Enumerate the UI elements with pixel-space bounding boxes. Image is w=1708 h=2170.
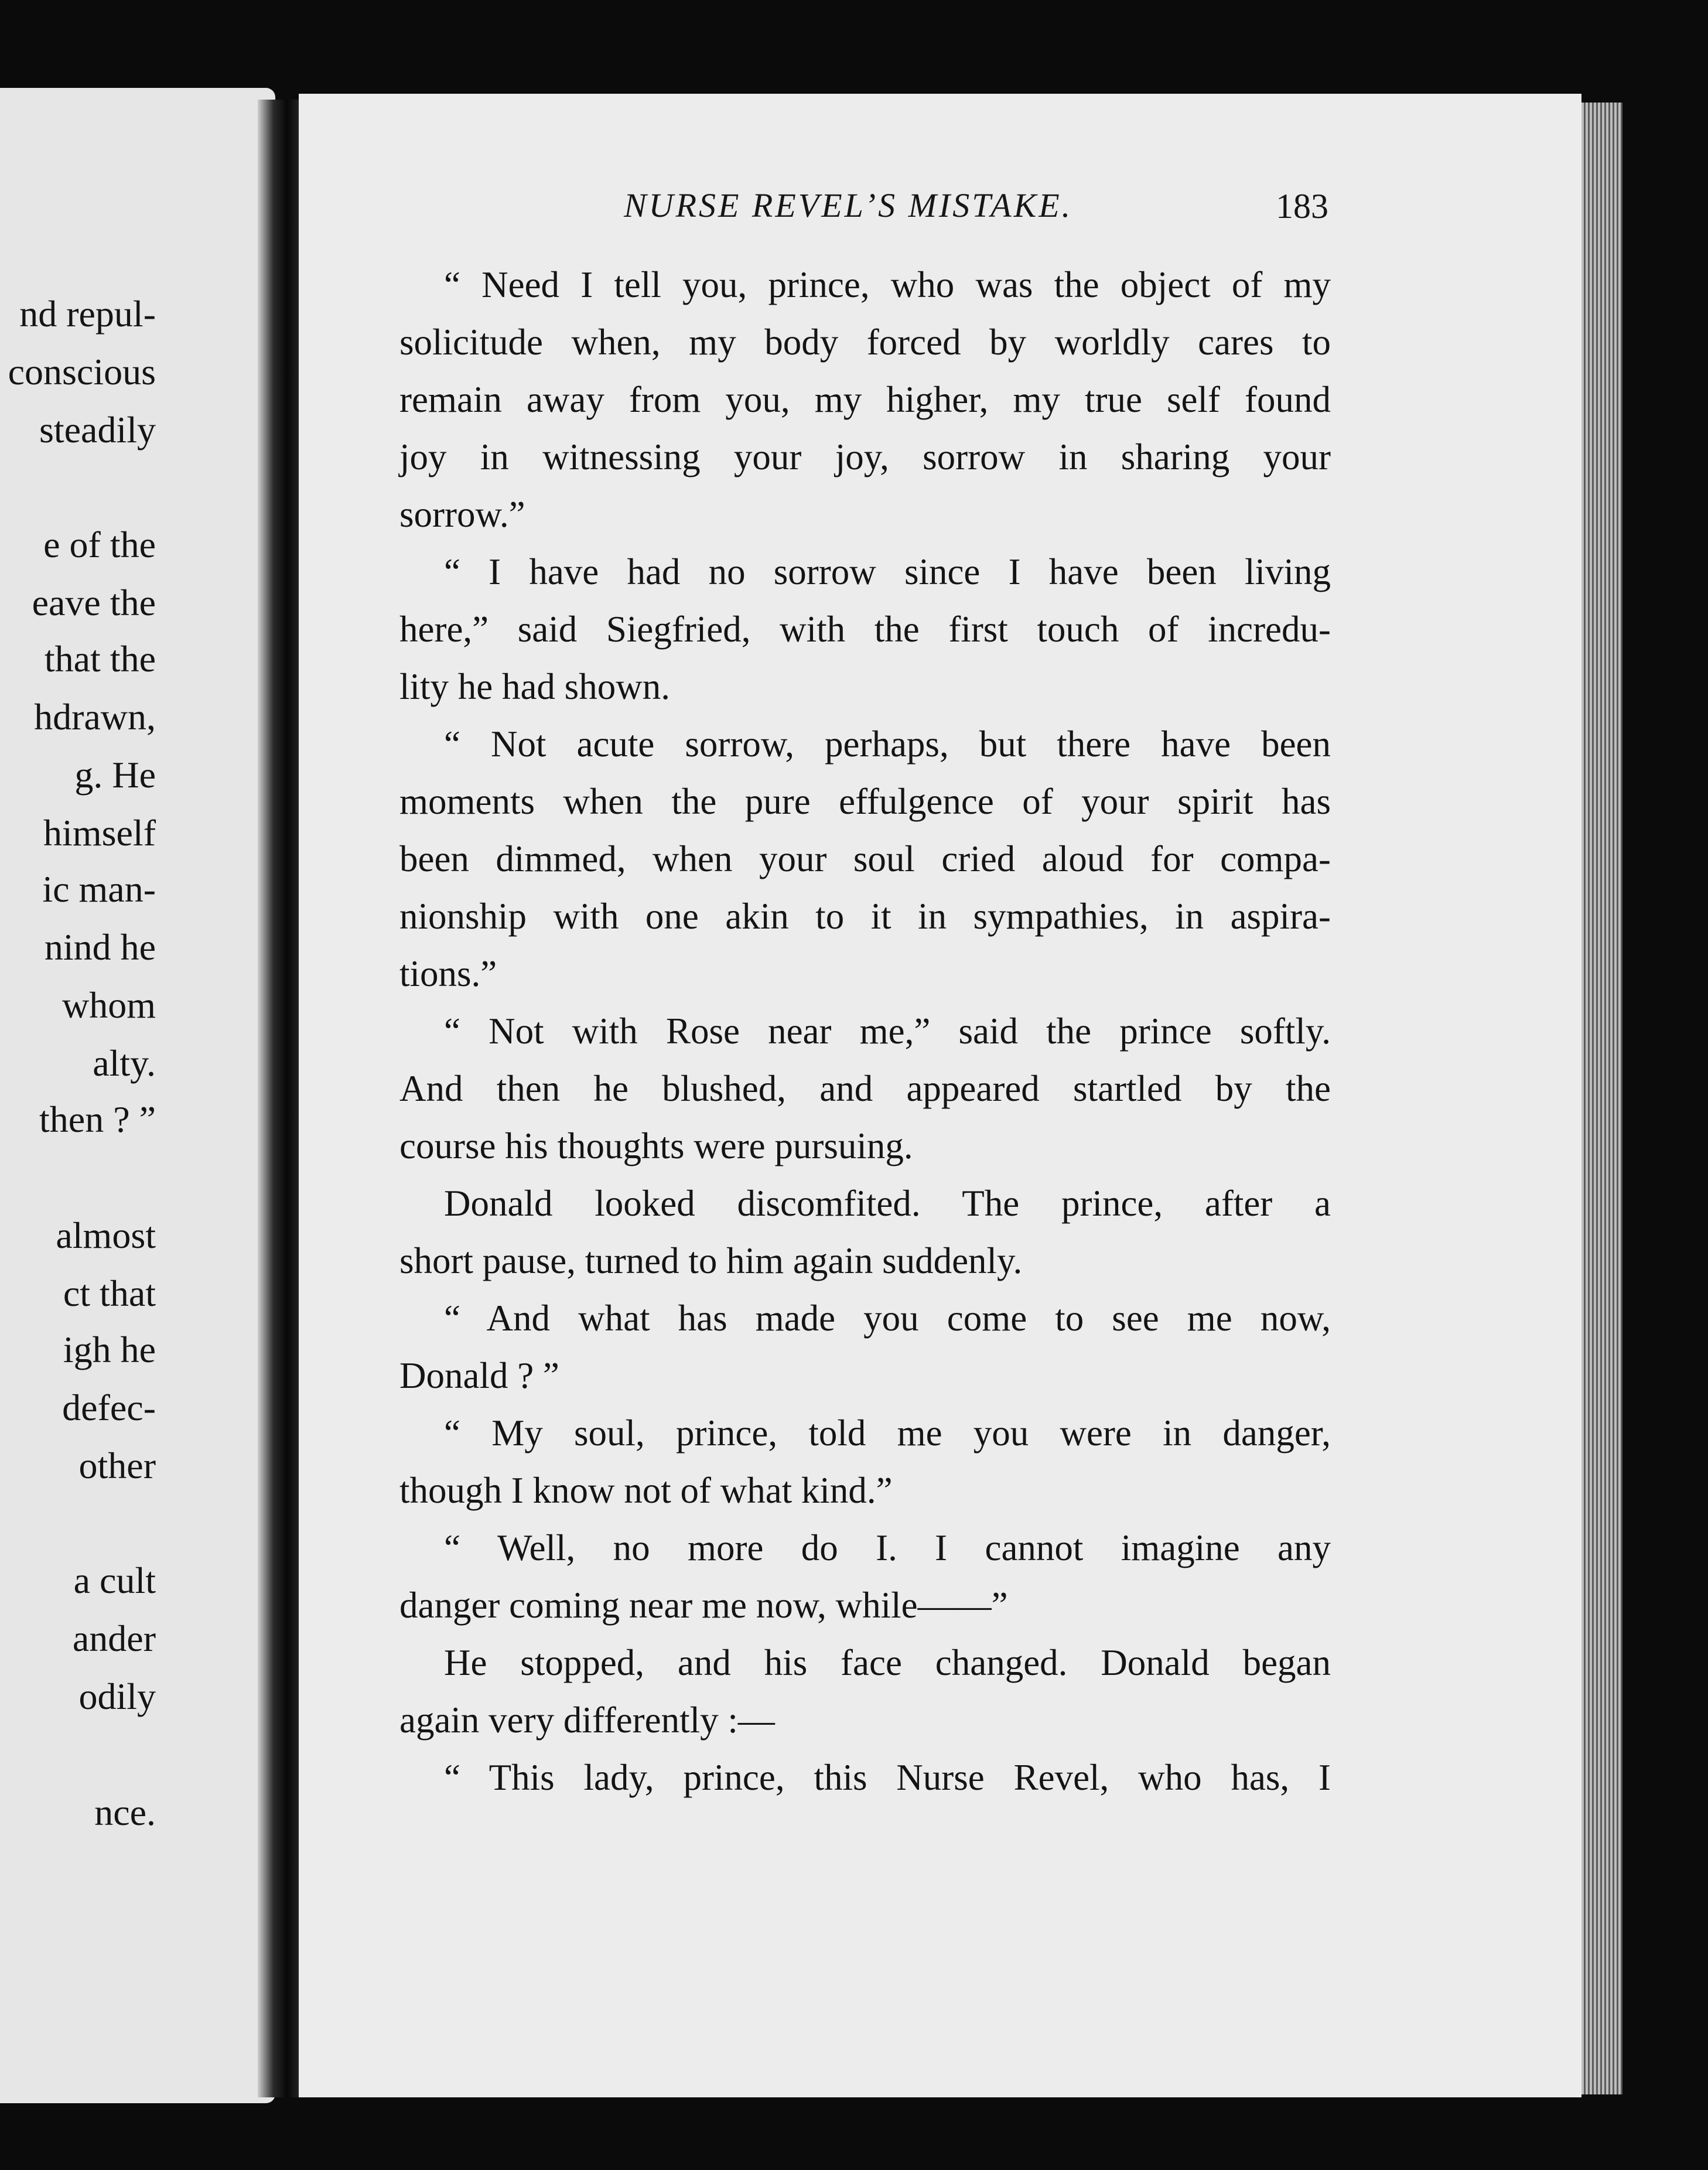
page-number: 183 <box>1276 187 1328 226</box>
text-line: again very differently :— <box>399 1700 775 1741</box>
left-page-line: nce. <box>94 1792 156 1833</box>
text-line: course his thoughts were pursuing. <box>399 1125 913 1166</box>
text-line: “ This lady, prince, this Nurse Revel, who has, I <box>444 1757 1331 1798</box>
text-line: here,” said Siegfried, with the first touch of incredu- <box>399 609 1331 650</box>
text-line: been dimmed, when your soul cried aloud for compa- <box>399 838 1331 879</box>
text-line: Donald ? ” <box>399 1355 559 1396</box>
text-line: solicitude when, my body forced by worldly cares to <box>399 322 1331 363</box>
page-edge <box>1581 103 1622 2094</box>
text-line: And then he blushed, and appeared startled by the <box>399 1068 1331 1109</box>
left-page-line: e of the <box>43 524 156 565</box>
left-page-line: that the <box>44 638 156 680</box>
left-page-line: odily <box>78 1676 156 1717</box>
left-page-line: defec- <box>62 1387 156 1428</box>
left-page-line: hdrawn, <box>34 696 156 738</box>
left-page-line: steadily <box>39 409 156 451</box>
text-line: “ Not with Rose near me,” said the prince softly. <box>444 1011 1331 1052</box>
left-page-line: ander <box>72 1618 156 1659</box>
text-line: nionship with one akin to it in sympathies, in aspira- <box>399 896 1331 937</box>
left-page-line: g. He <box>74 754 156 796</box>
text-line: tions.” <box>399 953 497 994</box>
left-page-line: then ? ” <box>39 1098 156 1140</box>
left-page-line: ct that <box>63 1272 156 1314</box>
text-line: remain away from you, my higher, my true self found <box>399 379 1331 420</box>
text-line: “ My soul, prince, told me you were in danger, <box>444 1412 1331 1454</box>
left-page-line: ic man- <box>42 868 156 910</box>
left-page-line: igh he <box>63 1329 156 1370</box>
left-page-line: conscious <box>8 351 156 393</box>
text-line: though I know not of what kind.” <box>399 1470 893 1511</box>
left-page-line: himself <box>43 812 156 854</box>
text-line: short pause, turned to him again suddenly. <box>399 1240 1023 1281</box>
text-line: danger coming near me now, while——” <box>399 1585 1008 1626</box>
text-line: “ And what has made you come to see me now, <box>444 1298 1331 1339</box>
text-line: moments when the pure effulgence of your spirit has <box>399 781 1331 822</box>
left-page-line: almost <box>56 1214 156 1256</box>
left-page-line: other <box>78 1445 156 1486</box>
text-line: joy in witnessing your joy, sorrow in sharing your <box>399 436 1331 477</box>
text-line: He stopped, and his face changed. Donald began <box>444 1642 1331 1683</box>
left-page-line: nind he <box>44 926 156 968</box>
text-line: “ Well, no more do I. I cannot imagine any <box>444 1527 1331 1568</box>
text-line: lity he had shown. <box>399 666 670 707</box>
text-line: “ I have had no sorrow since I have been living <box>444 551 1331 592</box>
left-page-line: a cult <box>73 1560 156 1601</box>
left-page-line: nd repul- <box>19 293 156 335</box>
text-line: “ Need I tell you, prince, who was the object of my <box>444 264 1331 305</box>
running-head: NURSE REVEL’S MISTAKE. <box>624 186 1073 224</box>
left-page-line: eave the <box>32 582 156 623</box>
text-line: Donald looked discomfited. The prince, after a <box>444 1183 1331 1224</box>
left-page-line: whom <box>62 984 156 1026</box>
text-line: sorrow.” <box>399 494 525 535</box>
text-line: “ Not acute sorrow, perhaps, but there have been <box>444 724 1331 765</box>
left-page-line: alty. <box>93 1042 156 1084</box>
